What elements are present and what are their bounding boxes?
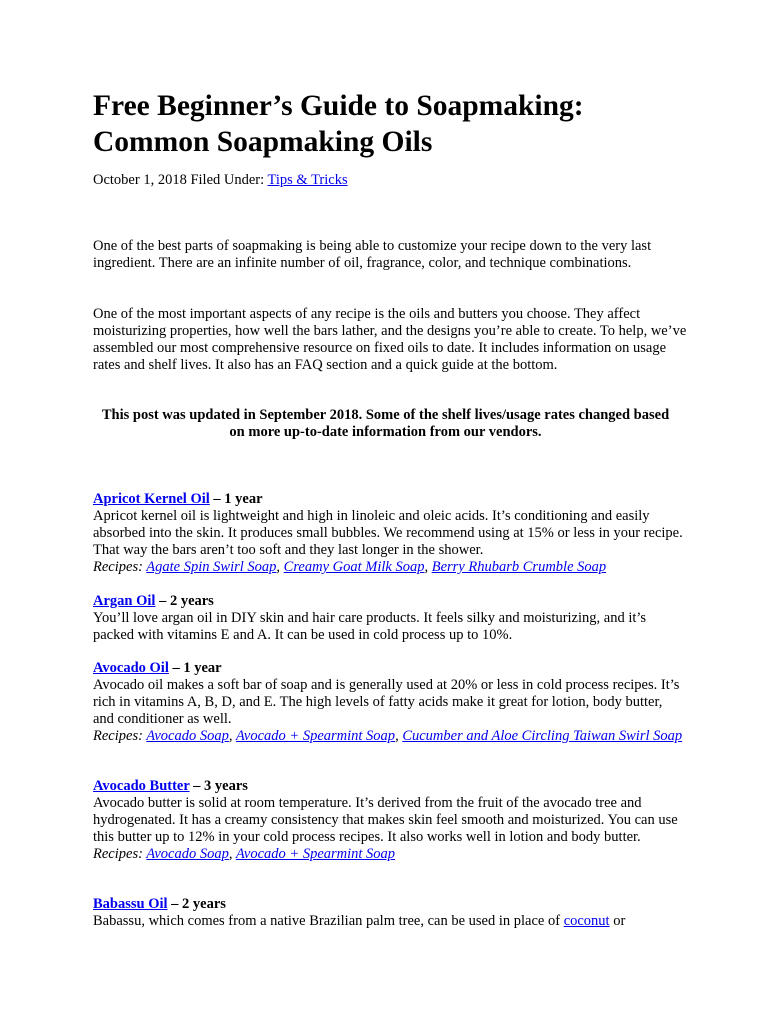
separator: , [395, 728, 403, 744]
oil-description [93, 913, 683, 930]
oil-link-babassu[interactable]: Babassu Oil [93, 896, 168, 912]
intro-paragraph-2: One of the most important aspects of any recipe is the oils and butters you choose. They affect moisturizing properties, how well the bars lather, and the designs you’re able to create. To help, we’ve assembled our most comprehensive resource on fixed oils to date. It includes information on usage rates and shelf lives. It also has an FAQ section and a quick guide at the bottom. [93, 306, 687, 373]
shelf-life: – 1 year [209, 491, 263, 507]
recipes-label: Recipes: [93, 559, 143, 575]
oil-description: Avocado oil makes a soft bar of soap and is generally used at 20% or less in cold process recipes. It’s rich in vitamins A, B, D, and E. The high levels of fatty acids make it great for lotion, body butter, and conditioner as well. [93, 677, 680, 727]
recipe-link[interactable]: Cucumber and Aloe Circling Taiwan Swirl Soap [402, 728, 683, 744]
title-line-1: Free Beginner’s Guide to Soapmaking: [93, 90, 584, 122]
oil-link-avocado[interactable]: Avocado Oil [93, 660, 169, 676]
intro-paragraph-1: One of the best parts of soapmaking is being able to customize your recipe down to the very last ingredient. There are an infinite number of oil, fragrance, color, and technique combinations. [93, 238, 652, 271]
oil-link-avocado-butter[interactable]: Avocado Butter [93, 778, 190, 794]
post-meta [93, 172, 348, 189]
description-text: Babassu, which comes from a native Brazilian palm tree, can be used in place of [93, 913, 564, 929]
oil-entry-babassu [93, 896, 683, 930]
recipe-link[interactable]: Avocado + Spearmint Soap [235, 728, 396, 744]
oil-description: You’ll love argan oil in DIY skin and hair care products. It feels silky and moisturizing, and it’s packed with vitamins E and A. It can be used in cold process up to 10%. [93, 610, 647, 643]
oil-heading [93, 593, 683, 610]
oil-entry-apricot-kernel [93, 491, 683, 576]
recipe-link[interactable]: Creamy Goat Milk Soap [283, 559, 425, 575]
recipes-line [93, 728, 683, 745]
post-date: October 1, 2018 Filed Under: [93, 172, 265, 188]
separator: , [228, 728, 236, 744]
recipe-link[interactable]: Avocado + Spearmint Soap [235, 846, 396, 862]
oil-link-apricot-kernel[interactable]: Apricot Kernel Oil [93, 491, 210, 507]
update-notice: This post was updated in September 2018. Some of the shelf lives/usage rates changed based on more up-to-date information from our vendors. [101, 407, 670, 440]
shelf-life: – 1 year [168, 660, 222, 676]
oil-entry-avocado [93, 660, 683, 745]
oil-entry-avocado-butter [93, 778, 683, 863]
oil-heading [93, 778, 683, 795]
recipe-link[interactable]: Avocado Soap [146, 728, 229, 744]
separator: , [424, 559, 432, 575]
oil-link-argan[interactable]: Argan Oil [93, 593, 156, 609]
recipe-link[interactable]: Berry Rhubarb Crumble Soap [431, 559, 607, 575]
recipes-label: Recipes: [93, 846, 143, 862]
separator: , [276, 559, 284, 575]
coconut-link[interactable]: coconut [563, 913, 610, 929]
recipes-line [93, 846, 683, 863]
oil-heading [93, 491, 683, 508]
description-text: or [609, 913, 626, 929]
recipes-label: Recipes: [93, 728, 143, 744]
oil-heading [93, 896, 683, 913]
title-line-2: Common Soapmaking Oils [93, 126, 433, 158]
recipe-link[interactable]: Agate Spin Swirl Soap [146, 559, 277, 575]
recipes-line [93, 559, 683, 576]
page-title [93, 88, 733, 160]
separator: , [228, 846, 236, 862]
oil-description: Avocado butter is solid at room temperature. It’s derived from the fruit of the avocado tree and hydrogenated. It has a creamy consistency that makes skin feel smooth and moisturized. You can use this butter up to 12% in your cold process recipes. It also works well in lotion and body butter. [93, 795, 678, 845]
shelf-life: – 2 years [155, 593, 214, 609]
oil-heading [93, 660, 683, 677]
oil-entry-argan [93, 593, 683, 644]
recipe-link[interactable]: Avocado Soap [146, 846, 229, 862]
category-link[interactable]: Tips & Tricks [267, 172, 348, 188]
shelf-life: – 2 years [167, 896, 226, 912]
shelf-life: – 3 years [189, 778, 248, 794]
oil-description: Apricot kernel oil is lightweight and high in linoleic and oleic acids. It’s conditioning and easily absorbed into the skin. It produces small bubbles. We recommend using at 15% or less in your recipe. That way the bars aren’t too soft and they last longer in the shower. [93, 508, 683, 558]
